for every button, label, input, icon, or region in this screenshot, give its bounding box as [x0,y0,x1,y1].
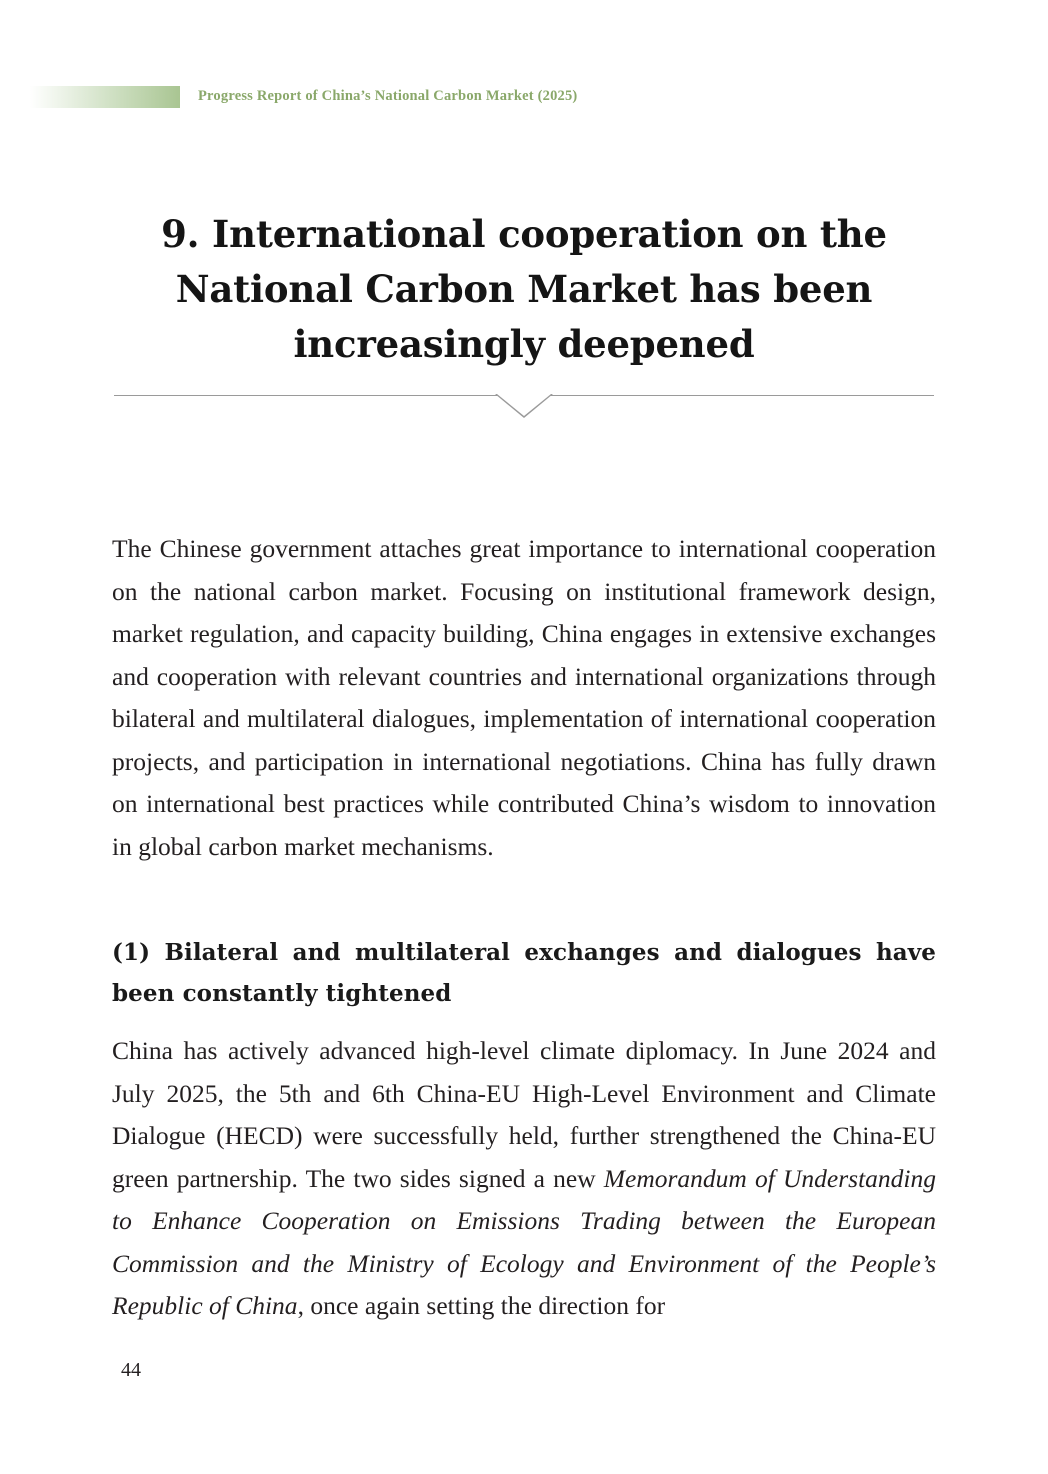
paragraph-2-text-tail: , once again setting the direction for [297,1291,666,1320]
page-number: 44 [121,1359,141,1381]
body-paragraph-2 [112,1030,936,1328]
paragraph-2-document-title: Memorandum of Understanding to Enhance Cooperation on Emissions Trading between the European Commission and the Ministry of Ecology and Environment of the People’s Republic of China [112,1163,936,1320]
header-decorative-band [30,86,180,108]
subsection-heading-1: (1) Bilateral and multilateral exchanges and dialogues have been constantly tightened [112,939,936,1007]
divider-triangle-inner-icon [497,394,551,416]
page-title: 9. International cooperation on the National Carbon Market has been increasingly deepened [161,211,887,366]
running-head-title: Progress Report of China’s National Carbon Market (2025) [198,88,578,104]
paragraph-2-text-lead: China has actively advanced high-level climate diplomacy. In June 2024 and July 2025, the 5th and 6th China-EU High-Level Environment and Climate Dialogue (HECD) were successfully held, further strengthened the China-EU green partnership. The two sides signed a new [112,1036,936,1193]
body-paragraph-1: The Chinese government attaches great importance to international cooperation on the national carbon market. Focusing on institutional framework design, market regulation, and capacity building, China engages in extensive exchanges and cooperation with relevant countries and international organizations through bilateral and multilateral dialogues, implementation of international cooperation projects, and participation in international negotiations. China has fully drawn on international best practices while contributed China’s wisdom to innovation in global carbon market mechanisms. [112,534,936,861]
body-paragraph-1-container [112,528,936,868]
body-paragraph-2-container [112,1030,936,1328]
